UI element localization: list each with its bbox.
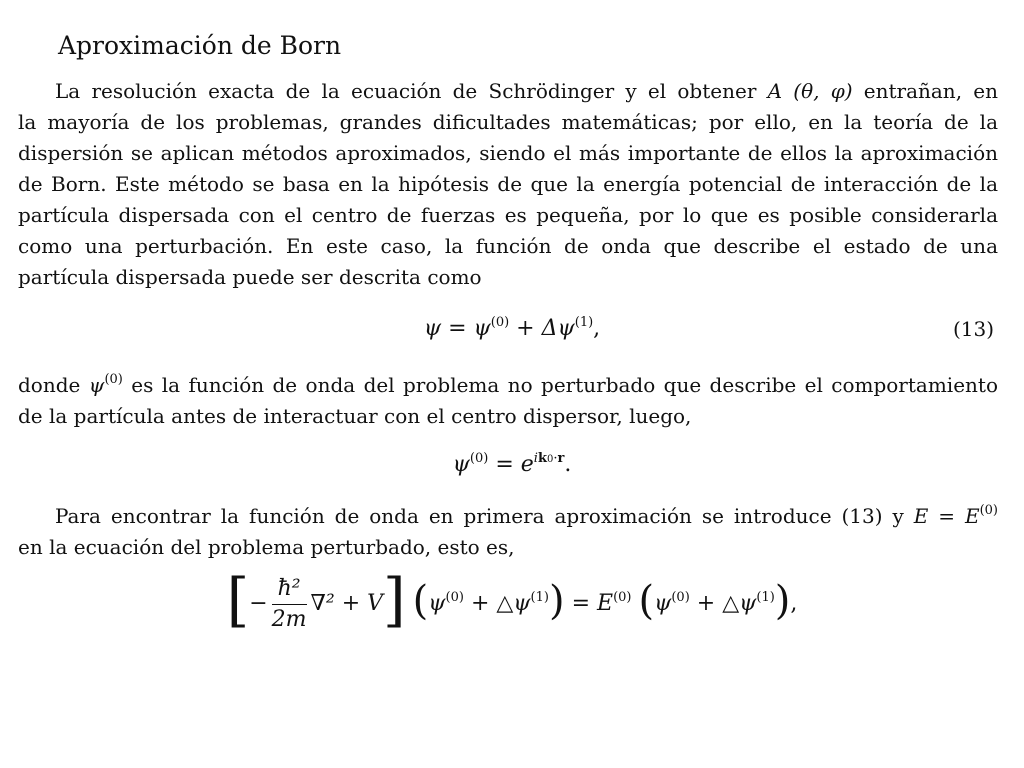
section-title: Aproximación de Born xyxy=(58,31,342,60)
text-line: dispersión se aplican métodos aproximados, siendo el más importante de ellos la aproximación xyxy=(18,141,998,165)
equation-body: $\psi = \psi^{(0)} + \Delta\psi^{(1)}$, xyxy=(423,315,601,341)
paragraph-first-approx xyxy=(18,501,998,563)
text-line: de la partícula antes de interactuar con el centro dispersor, luego, xyxy=(18,404,692,428)
paragraph-unperturbed xyxy=(18,370,998,432)
paragraph-intro xyxy=(18,76,998,293)
fraction: $\frac{\text{ħ²}}{2m}$ xyxy=(271,575,307,632)
math-inline: A (θ, φ) xyxy=(767,79,853,103)
equation-number: (13) xyxy=(952,317,994,341)
equation-body: $\psi^{(0)} = e^{ik0\cdot r}$. xyxy=(452,451,572,477)
text-line: de Born. Este método se basa en la hipótesis de que la energía potencial de interacción de la xyxy=(18,172,998,196)
text-line: donde $\psi^{(0)}$ es la función de onda del problema no perturbado que describe el comportamiento xyxy=(18,372,998,397)
equation-body: [− $\frac{\text{ħ²}}{2m}$ ∇² + V] ($\psi^{(0)}$ + $\triangle\psi^{(1)}) = E^{(0)}$ ($\psi^{(0)}$ + $\triangle\psi^{(1)}$), xyxy=(226,566,798,634)
text-line: la mayoría de los problemas, grandes dificultades matemáticas; por ello, en la teoría de la xyxy=(18,110,998,134)
text-line: La resolución exacta de la ecuación de Schrödinger y el obtener A (θ, φ) entrañan, en xyxy=(55,79,998,103)
text-line: Para encontrar la función de onda en primera aproximación se introduce (13) y $E = E^{(0)}$ xyxy=(55,503,999,528)
text-line: partícula dispersada con el centro de fuerzas es pequeña, por lo que es posible considerarla xyxy=(18,203,998,227)
text-line: en la ecuación del problema perturbado, esto es, xyxy=(18,535,515,559)
text-line: como una perturbación. En este caso, la función de onda que describe el estado de una xyxy=(18,234,998,258)
text-line: partícula dispersada puede ser descrita como xyxy=(18,265,482,289)
